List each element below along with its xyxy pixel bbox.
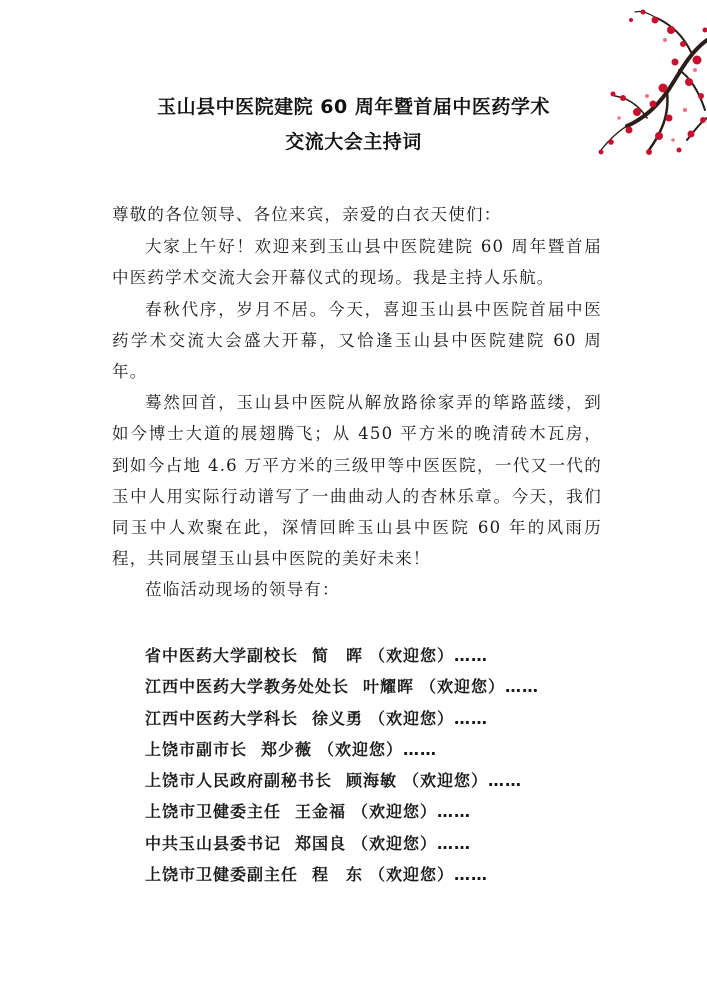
paragraph-history: 蓦然回首，玉山县中医院从解放路徐家弄的筚路蓝缕，到如今博士大道的展翅腾飞；从 450 平方米的晚清砖木瓦房，到如今占地 4.6 万平方米的三级甲等中医医院，一代又一代的玉中人用实际行动谱写了一曲曲动人的杏林乐章。今天，我们同玉中人欢聚在此，深情回眸玉山县中医院 60 年的风雨历程，共同展望玉山县中医院的美好未来！ <box>112 393 602 569</box>
guest-title: 中共玉山县委书记 <box>145 833 282 853</box>
paragraph-guests-intro: 莅临活动现场的领导有： <box>145 580 340 600</box>
guest-title: 上饶市卫健委主任 <box>145 802 282 822</box>
guest-welcome: （欢迎您）…… <box>369 708 489 728</box>
guest-title: 江西中医药大学科长 <box>145 708 299 728</box>
guest-title: 上饶市卫健委副主任 <box>145 865 299 885</box>
guest-welcome: （欢迎您）…… <box>318 739 438 759</box>
guest-item <box>145 640 615 671</box>
guest-list <box>145 640 615 890</box>
guest-item <box>145 828 615 859</box>
guest-welcome: （欢迎您）…… <box>403 771 523 791</box>
guest-item <box>145 765 615 796</box>
guest-welcome: （欢迎您）…… <box>369 865 489 885</box>
guest-name: 郑国良 <box>295 833 347 853</box>
guest-title: 上饶市副市长 <box>145 739 248 759</box>
guest-name: 程 东 <box>312 865 364 885</box>
guest-title: 上饶市人民政府副秘书长 <box>145 771 333 791</box>
guest-item <box>145 734 615 765</box>
guest-item <box>145 703 615 734</box>
guest-name: 郑少薇 <box>261 739 313 759</box>
guest-welcome: （欢迎您）…… <box>352 802 472 822</box>
guest-welcome: （欢迎您）…… <box>369 646 489 665</box>
guest-name: 徐义勇 <box>312 708 364 728</box>
paragraph-greeting: 大家上午好！欢迎来到玉山县中医院建院 60 周年暨首届中医药学术交流大会开幕仪式的现场。我是主持人乐航。 <box>112 237 602 288</box>
speech-body <box>112 199 602 606</box>
guest-item <box>145 671 615 702</box>
salutation: 尊敬的各位领导、各位来宾，亲爱的白衣天使们： <box>112 205 502 224</box>
guest-item <box>145 796 615 827</box>
guest-welcome: （欢迎您）…… <box>352 833 472 853</box>
guest-name: 简 晖 <box>312 646 364 665</box>
document-title-line1: 玉山县中医院建院 60 周年暨首届中医药学术 <box>157 96 550 118</box>
guest-name: 叶耀晖 <box>363 677 415 697</box>
guest-title: 省中医药大学副校长 <box>145 646 299 665</box>
paragraph-opening: 春秋代序，岁月不居。今天，喜迎玉山县中医院首届中医药学术交流大会盛大开幕，又恰逢玉山县中医院建院 60 周年。 <box>112 299 602 382</box>
guest-title: 江西中医药大学教务处处长 <box>145 677 350 697</box>
document-title-line2: 交流大会主持词 <box>285 131 422 153</box>
guest-welcome: （欢迎您）…… <box>420 677 540 697</box>
guest-item <box>145 859 615 890</box>
guest-name: 顾海敏 <box>346 771 398 791</box>
guest-name: 王金福 <box>295 802 347 822</box>
